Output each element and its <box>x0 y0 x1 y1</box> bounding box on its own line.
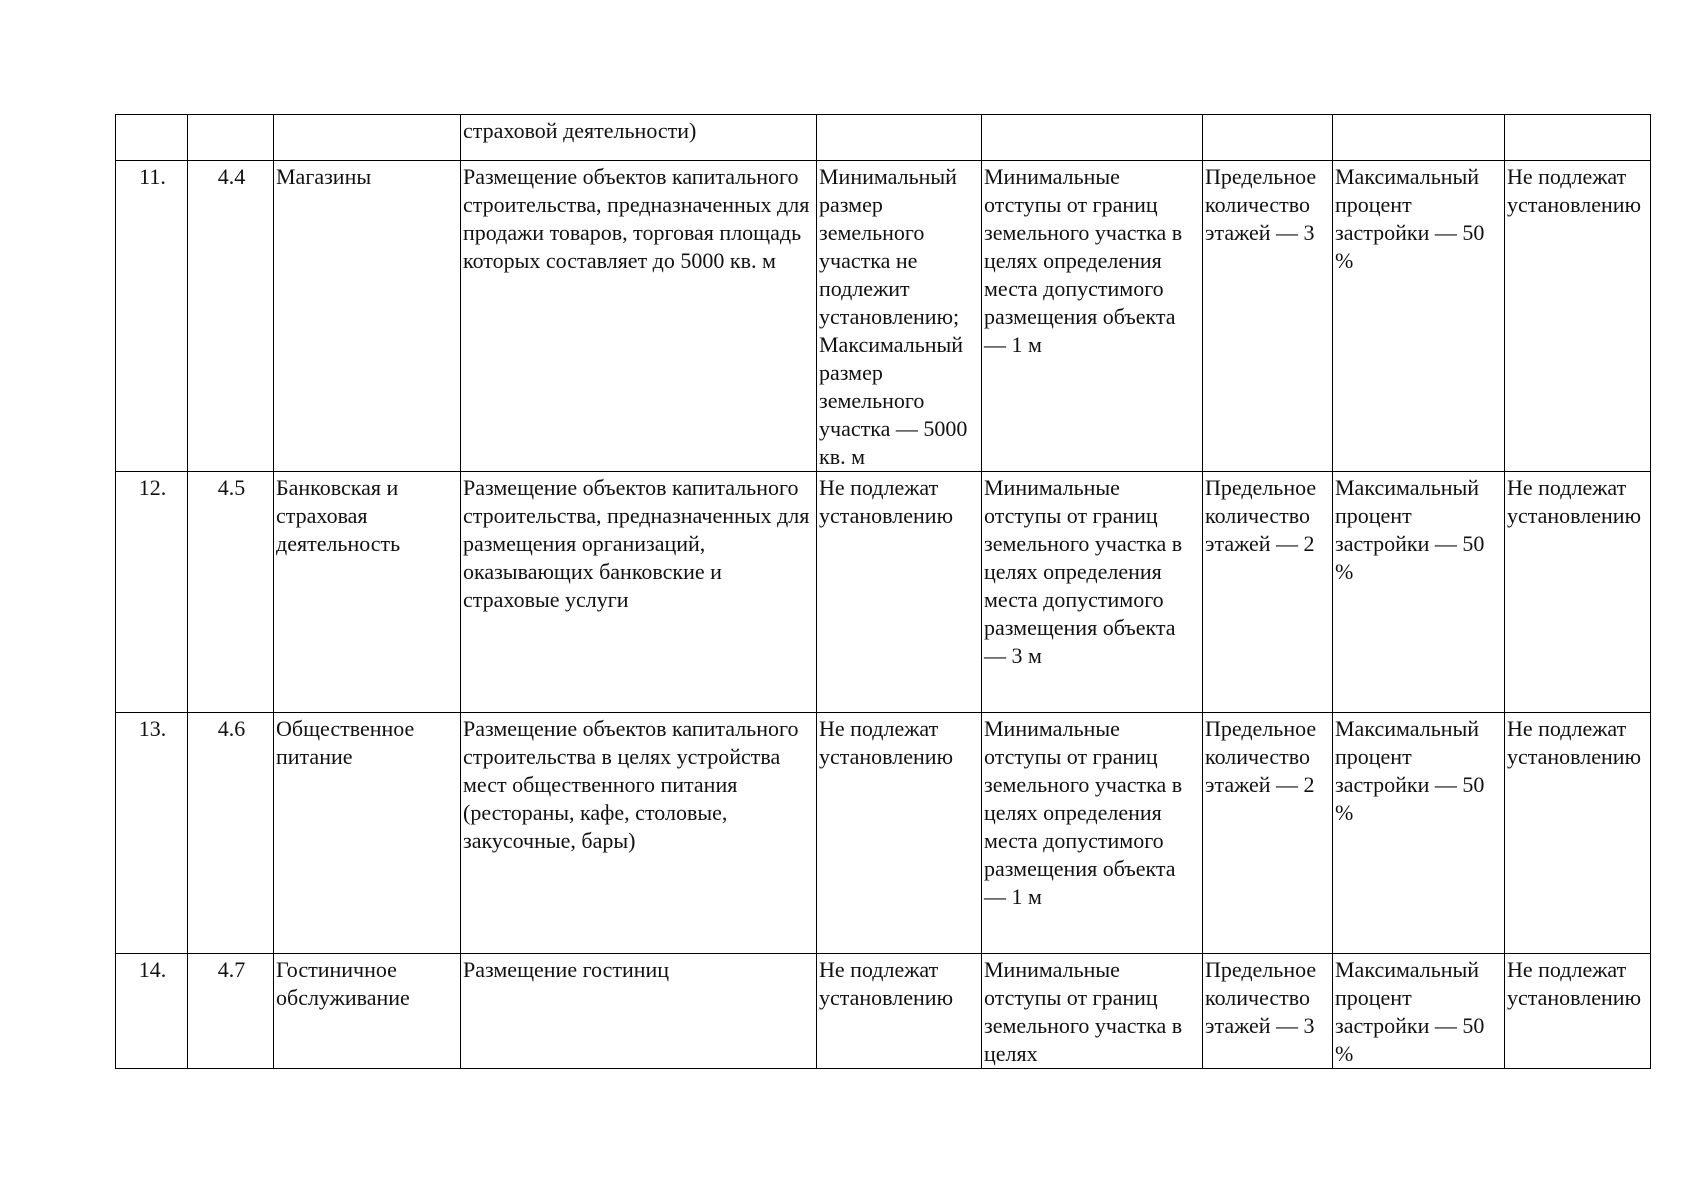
cell-description: страховой деятельности) <box>461 115 817 161</box>
cell-coverage: Максимальный процент застройки — 50 % <box>1333 161 1505 472</box>
cell-code: 4.4 <box>188 161 274 472</box>
cell-plot-size: Не подлежат установлению <box>817 472 982 713</box>
cell-name: Банковская и страховая деятельность <box>274 472 461 713</box>
cell-num: 14. <box>116 954 188 1069</box>
cell-num: 11. <box>116 161 188 472</box>
cell-name <box>274 115 461 161</box>
cell-other: Не подлежат установлению <box>1505 713 1651 954</box>
cell-code: 4.5 <box>188 472 274 713</box>
cell-setbacks <box>982 115 1203 161</box>
cell-floors <box>1203 115 1333 161</box>
cell-other: Не подлежат установлению <box>1505 161 1651 472</box>
cell-name: Гостиничное обслуживание <box>274 954 461 1069</box>
zoning-regulations-table <box>115 114 1651 1069</box>
cell-other: Не подлежат установлению <box>1505 954 1651 1069</box>
cell-num: 13. <box>116 713 188 954</box>
cell-name: Магазины <box>274 161 461 472</box>
cell-coverage: Максимальный процент застройки — 50 % <box>1333 713 1505 954</box>
cell-setbacks: Минимальные отступы от границ земельного участка в целях <box>982 954 1203 1069</box>
cell-description: Размещение гостиниц <box>461 954 817 1069</box>
cell-other: Не подлежат установлению <box>1505 472 1651 713</box>
table-row <box>116 713 1651 954</box>
cell-plot-size: Не подлежат установлению <box>817 954 982 1069</box>
cell-description: Размещение объектов капитального строительства, предназначенных для продажи товаров, торговая площадь которых составляет до 5000 кв. м <box>461 161 817 472</box>
cell-num: 12. <box>116 472 188 713</box>
cell-description: Размещение объектов капитального строительства, предназначенных для размещения организаций, оказывающих банковские и страховые услуги <box>461 472 817 713</box>
cell-other <box>1505 115 1651 161</box>
cell-plot-size <box>817 115 982 161</box>
cell-floors: Предельное количество этажей — 2 <box>1203 472 1333 713</box>
cell-setbacks: Минимальные отступы от границ земельного участка в целях определения места допустимого размещения объекта — 1 м <box>982 713 1203 954</box>
cell-name: Общественное питание <box>274 713 461 954</box>
cell-setbacks: Минимальные отступы от границ земельного участка в целях определения места допустимого размещения объекта — 3 м <box>982 472 1203 713</box>
table-row-continuation <box>116 115 1651 161</box>
cell-coverage: Максимальный процент застройки — 50 % <box>1333 472 1505 713</box>
cell-code: 4.7 <box>188 954 274 1069</box>
table-row <box>116 472 1651 713</box>
table-row <box>116 161 1651 472</box>
cell-floors: Предельное количество этажей — 3 <box>1203 161 1333 472</box>
cell-floors: Предельное количество этажей — 2 <box>1203 713 1333 954</box>
cell-code <box>188 115 274 161</box>
cell-code: 4.6 <box>188 713 274 954</box>
cell-setbacks: Минимальные отступы от границ земельного участка в целях определения места допустимого размещения объекта — 1 м <box>982 161 1203 472</box>
cell-num <box>116 115 188 161</box>
cell-description: Размещение объектов капитального строительства в целях устройства мест общественного питания (рестораны, кафе, столовые, закусочные, бары) <box>461 713 817 954</box>
cell-coverage: Максимальный процент застройки — 50 % <box>1333 954 1505 1069</box>
cell-plot-size: Не подлежат установлению <box>817 713 982 954</box>
cell-plot-size: Минимальный размер земельного участка не подлежит установлению; Максимальный размер земельного участка — 5000 кв. м <box>817 161 982 472</box>
table-row <box>116 954 1651 1069</box>
cell-coverage <box>1333 115 1505 161</box>
cell-floors: Предельное количество этажей — 3 <box>1203 954 1333 1069</box>
